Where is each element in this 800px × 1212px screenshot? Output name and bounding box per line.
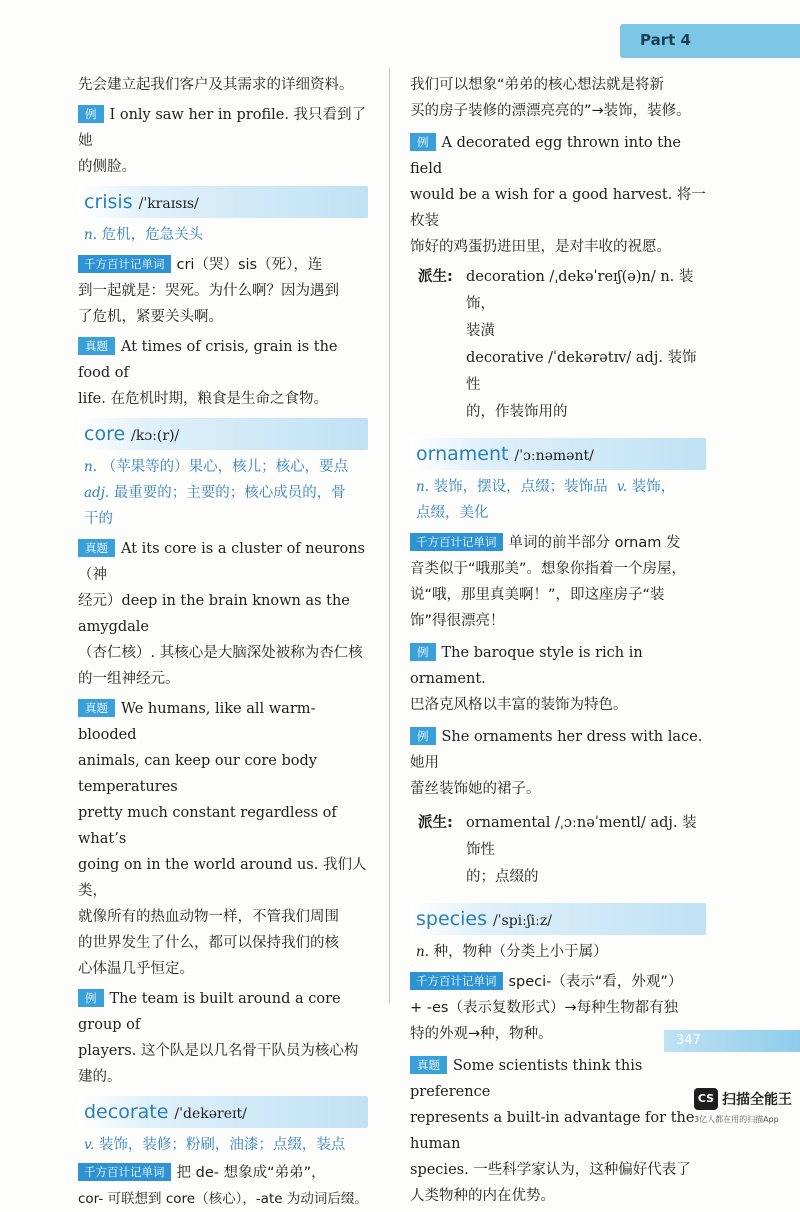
mnemonic-ornament-line: 音类似于“哦那美”。想象你指着一个房屋， bbox=[410, 561, 687, 577]
example-ornament-1: 例 The baroque style is rich in ornament. bbox=[410, 645, 643, 687]
example-ornament-line: 蕾丝装饰她的裙子。 bbox=[410, 781, 541, 797]
example-decorate: 例 A decorated egg thrown into the field bbox=[410, 135, 681, 177]
right-column bbox=[410, 72, 706, 1209]
derivative-line: 的；点缀的 bbox=[466, 869, 539, 885]
real-exam-label: 真题 bbox=[78, 337, 115, 355]
example-ornament-line: 巴洛克风格以丰富的装饰为特色。 bbox=[410, 697, 628, 713]
entry-header-ornament bbox=[410, 438, 706, 470]
definition-species: n. 种，物种（分类上小于属） bbox=[416, 944, 608, 960]
intro-right-line: 买的房子装修的漂漂亮亮的”→装饰，装修。 bbox=[410, 103, 691, 119]
headword-decorate: decorate bbox=[84, 1101, 169, 1123]
intro-line: 先会建立起我们客户及其需求的详细资料。 bbox=[78, 77, 354, 93]
real-exam-core-line: pretty much constant regardless of what’s bbox=[78, 805, 337, 847]
phonetic-species: /ˈspiːʃiːz/ bbox=[492, 913, 552, 929]
mnemonic-decorate: 千方百计记单词 把 de- 想象成“弟弟”， bbox=[78, 1160, 368, 1186]
real-exam-species: 真题 Some scientists think this preference bbox=[410, 1058, 643, 1100]
headword-ornament: ornament bbox=[416, 443, 509, 465]
example-core-line: players. 这个队是以几名骨干队员为核心构 bbox=[78, 1043, 359, 1059]
derivative-label: 派生: bbox=[418, 269, 453, 285]
part-label: Part 4 bbox=[640, 31, 691, 49]
headword-crisis: crisis bbox=[84, 191, 133, 213]
mnemonic-species-line: 特的外观→种，物种。 bbox=[410, 1026, 553, 1042]
example-decorate-line: would be a wish for a good harvest. 将一枚装 bbox=[410, 187, 706, 229]
page-number: 347 bbox=[676, 1033, 701, 1048]
definition-core-cont: 干的 bbox=[84, 511, 113, 527]
phonetic-decorate: /ˈdekəreɪt/ bbox=[174, 1106, 247, 1122]
definition-crisis: n. 危机，危急关头 bbox=[84, 227, 204, 243]
real-exam-species-line: species. 一些科学家认为，这种偏好代表了 bbox=[410, 1162, 691, 1178]
scanner-logo-icon: CS bbox=[694, 1088, 718, 1110]
example-label: 例 bbox=[78, 989, 104, 1007]
mnemonic-crisis-line: 了危机，紧要关头啊。 bbox=[78, 309, 223, 325]
derivative-line: decorative /ˈdekərətɪv/ adj. 装饰性 bbox=[466, 350, 697, 393]
real-exam-core-line: 经元）deep in the brain known as the amygdale bbox=[78, 593, 350, 635]
real-exam-core-2: 真题 We humans, like all warm-blooded bbox=[78, 701, 316, 743]
mnemonic-ornament: 千方百计记单词 单词的前半部分 ornam 发 bbox=[410, 530, 706, 556]
real-exam-crisis-line: life. 在危机时期，粮食是生命之食物。 bbox=[78, 391, 328, 407]
example-decorate-line: 饰好的鸡蛋扔进田里，是对丰收的祝愿。 bbox=[410, 239, 671, 255]
entry-header-core bbox=[78, 418, 368, 450]
derivative-line: 的，作装饰用的 bbox=[466, 404, 568, 420]
derivatives-decorate bbox=[410, 264, 706, 426]
headword-core: core bbox=[84, 423, 126, 445]
scanner-watermark bbox=[694, 1088, 800, 1128]
mnemonic-ornament-line: 说“哦，那里真美啊！”，即这座房子“装 bbox=[410, 587, 665, 603]
real-exam-core-line: 的一组神经元。 bbox=[78, 671, 180, 687]
mnemonic-label: 千方百计记单词 bbox=[410, 972, 503, 990]
example-core: 例 The team is built around a core group of bbox=[78, 991, 341, 1033]
intro-example: 例 I only saw her in profile. 我只看到了她 bbox=[78, 107, 367, 149]
mnemonic-label: 千方百计记单词 bbox=[78, 1163, 171, 1181]
headword-species: species bbox=[416, 908, 487, 930]
mnemonic-label: 千方百计记单词 bbox=[78, 255, 171, 273]
derivative-line: 装潢 bbox=[466, 323, 495, 339]
definition-decorate: v. 装饰，装修；粉刷，油漆；点缀，装点 bbox=[84, 1137, 346, 1153]
scanner-subtitle: 3亿人都在用的扫描App bbox=[694, 1115, 779, 1124]
real-exam-species-line: 人类物种的内在优势。 bbox=[410, 1188, 555, 1204]
derivative-line: decoration /ˌdekəˈreɪʃ(ə)n/ n. 装饰， bbox=[466, 269, 694, 312]
real-exam-core-line: 的世界发生了什么，都可以保持我们的核 bbox=[78, 935, 339, 951]
real-exam-core-line: going on in the world around us. 我们人类， bbox=[78, 857, 367, 899]
intro-example-cont: 的侧脸。 bbox=[78, 159, 136, 175]
definition-ornament: n. 装饰，摆设，点缀；装饰品 v. 装饰， bbox=[416, 479, 676, 495]
definition-core-n: n. （苹果等的）果心，核儿；核心，要点 bbox=[84, 459, 349, 475]
real-exam-core-line: animals, can keep our core body temperatures bbox=[78, 753, 317, 795]
real-exam-label: 真题 bbox=[78, 699, 115, 717]
entry-header-crisis bbox=[78, 186, 368, 218]
mnemonic-crisis: 千方百计记单词 cri（哭）sis（死），连 bbox=[78, 252, 368, 278]
mnemonic-decorate-line: cor- 可联想到 core（核心），-ate 为动词后缀。 bbox=[78, 1191, 368, 1207]
derivatives-ornament bbox=[410, 810, 706, 891]
real-exam-species-line: represents a built-in advantage for the human bbox=[410, 1110, 695, 1152]
real-exam-core-line: （杏仁核）. 其核心是大脑深处被称为杏仁核 bbox=[78, 645, 363, 661]
real-exam-core-line: 就像所有的热血动物一样，不管我们周围 bbox=[78, 909, 339, 925]
example-core-line: 建的。 bbox=[78, 1069, 122, 1085]
page-number-band bbox=[664, 1030, 800, 1052]
mnemonic-crisis-line: 到一起就是：哭死。为什么啊？因为遇到 bbox=[78, 283, 339, 299]
intro-right-line: 我们可以想象“弟弟的核心想法就是将新 bbox=[410, 77, 665, 93]
mnemonic-label: 千方百计记单词 bbox=[410, 533, 503, 551]
part-tab bbox=[620, 24, 800, 58]
real-exam-label: 真题 bbox=[78, 539, 115, 557]
left-column bbox=[78, 72, 368, 1212]
real-exam-label: 真题 bbox=[410, 1056, 447, 1074]
scanner-name: 扫描全能王 bbox=[722, 1092, 792, 1108]
real-exam-core-line: 心体温几乎恒定。 bbox=[78, 961, 194, 977]
entry-header-species bbox=[410, 903, 706, 935]
example-ornament-2: 例 She ornaments her dress with lace. 她用 bbox=[410, 729, 703, 771]
real-exam-core-1: 真题 At its core is a cluster of neurons（神 bbox=[78, 541, 365, 583]
phonetic-crisis: /ˈkraɪsɪs/ bbox=[138, 196, 199, 212]
definition-core-adj: adj. 最重要的；主要的；核心成员的，骨 bbox=[84, 485, 346, 501]
example-label: 例 bbox=[410, 727, 436, 745]
mnemonic-species-line: + -es（表示复数形式）→每种生物都有独 bbox=[410, 1000, 679, 1016]
example-label: 例 bbox=[410, 133, 436, 151]
phonetic-ornament: /ˈɔːnəmənt/ bbox=[514, 448, 594, 464]
example-label: 例 bbox=[78, 105, 104, 123]
phonetic-core: /kɔː(r)/ bbox=[131, 428, 180, 444]
real-exam-crisis: 真题 At times of crisis, grain is the food of bbox=[78, 339, 338, 381]
derivative-label: 派生: bbox=[418, 815, 453, 831]
mnemonic-species: 千方百计记单词 speci-（表示“看，外观”） bbox=[410, 969, 706, 995]
example-label: 例 bbox=[410, 643, 436, 661]
mnemonic-ornament-line: 饰”得很漂亮！ bbox=[410, 613, 505, 629]
column-divider bbox=[389, 68, 390, 1003]
definition-ornament-cont: 点缀，美化 bbox=[416, 505, 489, 521]
entry-header-decorate bbox=[78, 1096, 368, 1128]
derivative-line: ornamental /ˌɔːnəˈmentl/ adj. 装饰性 bbox=[466, 815, 697, 858]
